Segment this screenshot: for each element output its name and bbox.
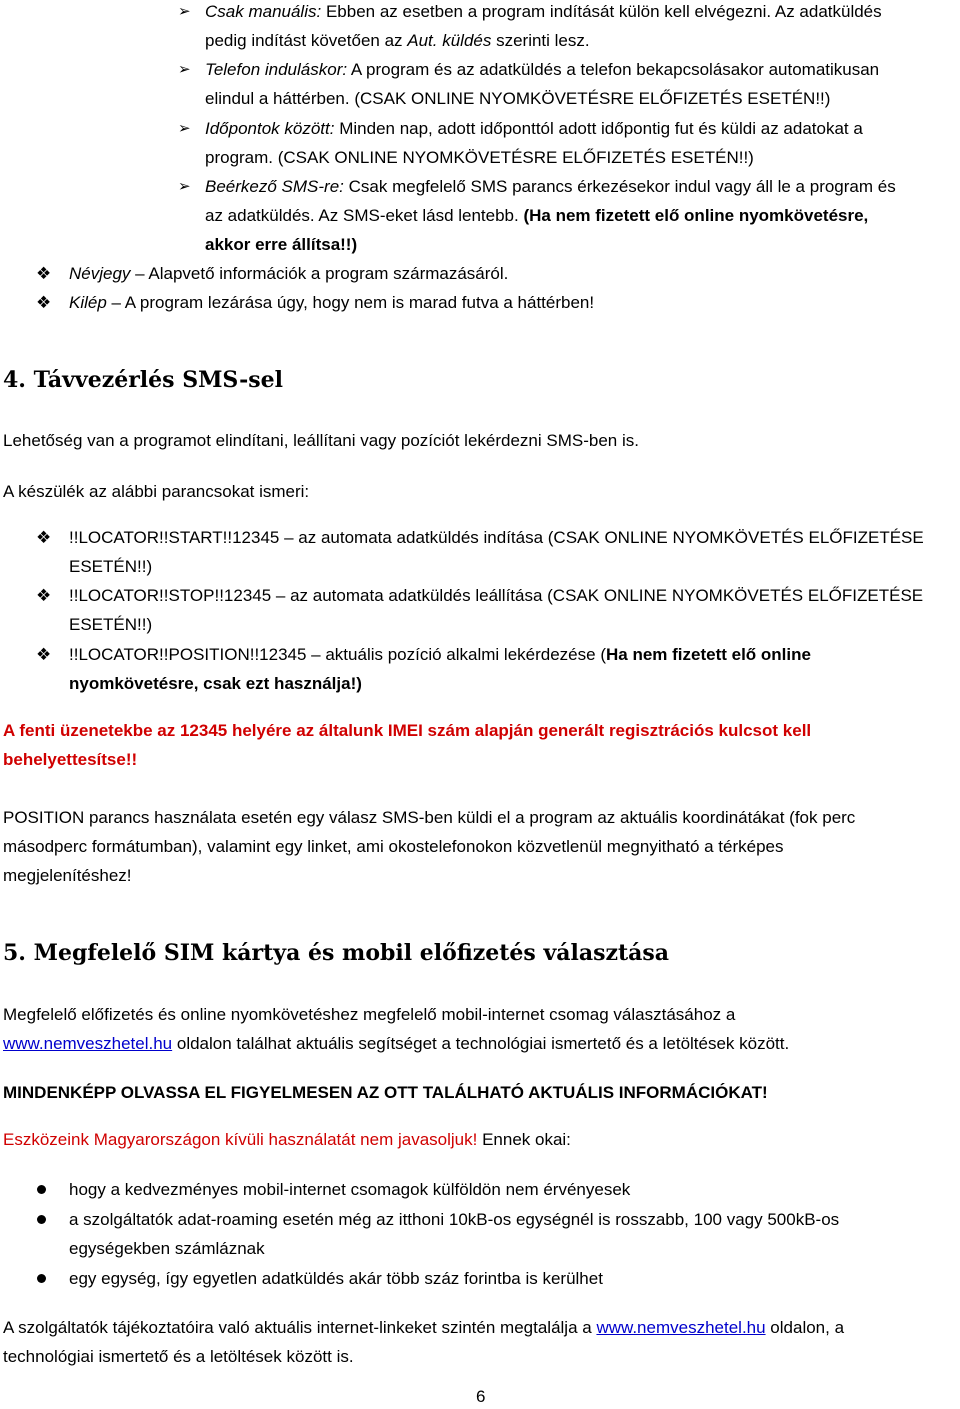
round-bullet-icon bbox=[37, 1215, 46, 1224]
arrow-bullet-icon: ➢ bbox=[178, 120, 191, 137]
warning-text: A fenti üzenetekbe az 12345 helyére az általunk IMEI szám alapján generált regisztrációs kulcsot kell behelyettesítse!! bbox=[3, 721, 812, 769]
list-item: Időpontok között: Minden nap, adott időponttól adott időpontig fut és küldi az adatokat a program. (CSAK ONLINE NYOMKÖVETÉSRE ELŐFIZETÉS ESETÉN!!) bbox=[205, 119, 863, 167]
page-number: 6 bbox=[476, 1387, 486, 1406]
diamond-bullet-icon: ❖ bbox=[36, 528, 52, 547]
paragraph: Lehetőség van a programot elindítani, leállítani vagy pozíciót lekérdezni SMS-ben is. bbox=[3, 431, 639, 450]
round-bullet-icon bbox=[37, 1274, 46, 1283]
section-heading: 5. Megfelelő SIM kártya és mobil előfizetés választása bbox=[3, 940, 670, 966]
paragraph: Megfelelő előfizetés és online nyomkövetéshez megfelelő mobil-internet csomag választásához a www.nemveszhetel.hu oldalon találhat aktuális segítséget a technológiai ismertető és a letöltések között. bbox=[3, 1005, 790, 1053]
paragraph: Eszközeink Magyarországon kívüli használatát nem javasoljuk! Ennek okai: bbox=[3, 1130, 571, 1149]
list-item: Névjegy – Alapvető információk a program származásáról. bbox=[69, 264, 509, 283]
paragraph: POSITION parancs használata esetén egy válasz SMS-ben küldi el a program az aktuális koordinátákat (fok perc másodperc formátumban), valamint egy linket, ami okostelefonokon közvetlenül megnyitható a térképes megjelenítéshez! bbox=[3, 808, 856, 885]
list-item: egy egység, így egyetlen adatküldés akár több száz forintba is kerülhet bbox=[69, 1269, 603, 1288]
diamond-bullet-icon: ❖ bbox=[36, 293, 52, 312]
arrow-bullet-icon: ➢ bbox=[178, 178, 191, 195]
list-item: !!LOCATOR!!POSITION!!12345 – aktuális pozíció alkalmi lekérdezése (Ha nem fizetett elő online nyomkövetésre, csak ezt használja!) bbox=[69, 645, 811, 693]
diamond-bullet-icon: ❖ bbox=[36, 264, 52, 283]
diamond-bullet-icon: ❖ bbox=[36, 645, 52, 664]
section-heading: 4. Távvezérlés SMS-sel bbox=[3, 367, 283, 393]
list-item: Csak manuális: Ebben az esetben a program indítását külön kell elvégezni. Az adatküldés pedig indítást követően az Aut. küldés szerinti lesz. bbox=[205, 2, 882, 50]
list-item: Kilép – A program lezárása úgy, hogy nem is marad futva a háttérben! bbox=[69, 293, 595, 312]
website-link[interactable]: www.nemveszhetel.hu bbox=[596, 1318, 766, 1337]
round-bullet-icon bbox=[37, 1185, 46, 1194]
notice-text: MINDENKÉPP OLVASSA EL FIGYELMESEN AZ OTT TALÁLHATÓ AKTUÁLIS INFORMÁCIÓKAT! bbox=[3, 1083, 768, 1102]
arrow-bullet-icon: ➢ bbox=[178, 3, 191, 20]
list-item: Beérkező SMS-re: Csak megfelelő SMS parancs érkezésekor indul vagy áll le a program és az adatküldés. Az SMS-eket lásd lentebb. (Ha nem fizetett elő online nyomkövetésre, akkor erre állítsa!!) bbox=[205, 177, 896, 254]
list-item: !!LOCATOR!!START!!12345 – az automata adatküldés indítása (CSAK ONLINE NYOMKÖVETÉS ELŐFIZETÉSE ESETÉN!!) bbox=[69, 528, 924, 576]
website-link[interactable]: www.nemveszhetel.hu bbox=[3, 1034, 173, 1053]
paragraph: A szolgáltatók tájékoztatóira való aktuális internet-linkeket szintén megtalálja a www.nemveszhetel.hu oldalon, a technológiai ismertető és a letöltések között is. bbox=[3, 1318, 845, 1366]
arrow-bullet-icon: ➢ bbox=[178, 61, 191, 78]
list-item: a szolgáltatók adat-roaming esetén még az itthoni 10kB-os egységnél is rosszabb, 100 vagy 500kB-os egységekben számláznak bbox=[69, 1210, 840, 1258]
list-item: Telefon induláskor: A program és az adatküldés a telefon bekapcsolásakor automatikusan elindul a háttérben. (CSAK ONLINE NYOMKÖVETÉSRE ELŐFIZETÉS ESETÉN!!) bbox=[205, 60, 880, 108]
list-item: hogy a kedvezményes mobil-internet csomagok külföldön nem érvényesek bbox=[69, 1180, 631, 1199]
paragraph: A készülék az alábbi parancsokat ismeri: bbox=[3, 482, 310, 501]
list-item: !!LOCATOR!!STOP!!12345 – az automata adatküldés leállítása (CSAK ONLINE NYOMKÖVETÉS ELŐFIZETÉSE ESETÉN!!) bbox=[69, 586, 924, 634]
diamond-bullet-icon: ❖ bbox=[36, 586, 52, 605]
